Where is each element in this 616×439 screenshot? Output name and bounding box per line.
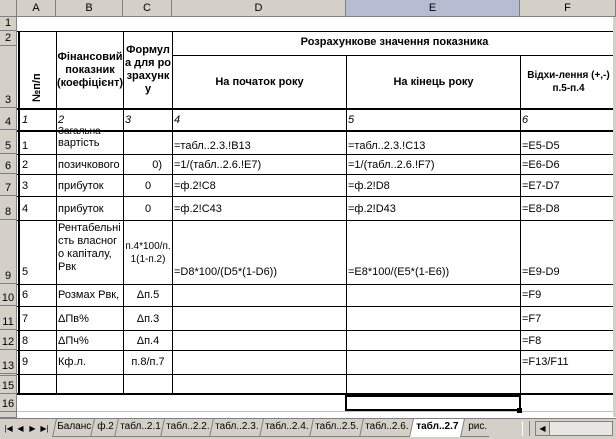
cell-d8[interactable]: =ф.2!C43 bbox=[174, 203, 222, 215]
cell-d6[interactable]: =1/(табл..2.6.!E7) bbox=[174, 159, 262, 171]
select-all-corner[interactable] bbox=[0, 0, 17, 17]
cell-a10[interactable]: 6 bbox=[22, 289, 29, 301]
cell-f6[interactable]: =E6-D6 bbox=[522, 159, 560, 171]
cell-f11[interactable]: =F7 bbox=[522, 313, 542, 325]
cell-a3[interactable] bbox=[20, 32, 56, 108]
row-header-13[interactable]: 13 bbox=[0, 350, 17, 374]
cell-b11[interactable]: ΔПв% bbox=[58, 313, 89, 325]
first-sheet-icon[interactable]: |◀ bbox=[4, 424, 13, 433]
column-header-c[interactable]: C bbox=[123, 0, 172, 17]
cell-a11[interactable]: 7 bbox=[22, 313, 29, 325]
header-indicator: Фінансовий показник (коефіцієнт) bbox=[57, 50, 123, 89]
column-header-b[interactable]: B bbox=[56, 0, 123, 17]
cell-c9[interactable]: п.4*100/п.1(1-п.2) bbox=[125, 241, 171, 265]
cell-f5[interactable]: =E5-D5 bbox=[522, 140, 560, 152]
row-header-4[interactable]: 4 bbox=[0, 108, 17, 130]
cell-c10[interactable]: Δп.5 bbox=[136, 289, 160, 301]
cell-b5[interactable]: вартість bbox=[58, 137, 100, 149]
sheet-tab-2-7[interactable]: табл..2.7 bbox=[409, 419, 465, 437]
cell-f4[interactable]: 6 bbox=[522, 114, 529, 126]
cell-c6[interactable]: 0) bbox=[152, 159, 162, 171]
sheet-tab-f2[interactable]: ф.2 bbox=[90, 419, 119, 437]
header-deviation: Відхи-лення (+,-) п.5-п.4 bbox=[527, 70, 610, 94]
row-header-12[interactable]: 12 bbox=[0, 330, 17, 350]
row-header-11[interactable]: 11 bbox=[0, 306, 17, 330]
cell-c4[interactable]: 3 bbox=[125, 114, 132, 126]
cell-d2-merged[interactable] bbox=[173, 36, 616, 54]
row-header-8[interactable]: 8 bbox=[0, 196, 17, 220]
cell-f3[interactable] bbox=[521, 56, 616, 108]
column-header-e[interactable]: E bbox=[346, 0, 520, 17]
row-header-7[interactable]: 7 bbox=[0, 174, 17, 196]
column-header-f[interactable]: F bbox=[520, 0, 616, 17]
row-header-1[interactable]: 1 bbox=[0, 17, 17, 31]
cell-f7[interactable]: =E7-D7 bbox=[522, 180, 560, 192]
cell-e4[interactable]: 5 bbox=[348, 114, 355, 126]
cell-f8[interactable]: =E8-D8 bbox=[522, 203, 560, 215]
row-header-16[interactable]: 16 bbox=[0, 394, 17, 412]
row-header-15[interactable]: 15 bbox=[0, 376, 17, 394]
row-header-9[interactable]: 9 bbox=[0, 220, 17, 284]
last-sheet-icon[interactable]: ▶| bbox=[40, 424, 49, 433]
row-header-2[interactable]: 2 bbox=[0, 31, 17, 46]
cell-a6[interactable]: 2 bbox=[22, 159, 29, 171]
column-header-a[interactable]: A bbox=[17, 0, 56, 17]
header-end-of-year: На кінець року bbox=[393, 75, 474, 88]
cell-f9[interactable]: =E9-D9 bbox=[522, 266, 560, 278]
fill-handle[interactable] bbox=[517, 408, 522, 413]
prev-sheet-icon[interactable]: ◀ bbox=[17, 424, 24, 433]
sheet-tab-ris[interactable]: рис. bbox=[460, 419, 493, 437]
cell-e9[interactable]: =E8*100/(E5*(1-E6)) bbox=[348, 266, 450, 278]
row-header-6[interactable]: 6 bbox=[0, 154, 17, 174]
sheet-tab-2-5[interactable]: табл..2.5. bbox=[309, 419, 364, 437]
sheet-tab-balance[interactable]: Баланс bbox=[52, 419, 95, 437]
cell-b8[interactable]: прибуток bbox=[58, 203, 104, 215]
cell-e6[interactable]: =1/(табл..2.6.!F7) bbox=[348, 159, 435, 171]
cell-b6[interactable]: позичкового bbox=[58, 159, 120, 171]
cell-c15[interactable]: п.8/п.7 bbox=[131, 356, 165, 368]
next-sheet-icon[interactable]: ▶ bbox=[29, 424, 36, 433]
cell-a7[interactable]: 3 bbox=[22, 180, 29, 192]
sheet-tab-bar bbox=[0, 418, 616, 439]
cell-f15[interactable]: =F13/F11 bbox=[522, 356, 569, 368]
cell-c3[interactable] bbox=[124, 32, 172, 108]
tab-split-handle[interactable] bbox=[522, 421, 530, 436]
cell-b7[interactable]: прибуток bbox=[58, 180, 104, 192]
cell-a9[interactable]: 5 bbox=[22, 266, 29, 278]
cell-b3[interactable] bbox=[57, 32, 123, 108]
cell-a4[interactable]: 1 bbox=[22, 114, 29, 126]
cell-a5[interactable]: 1 bbox=[22, 140, 29, 152]
cell-d9[interactable]: =D8*100/(D5*(1-D6)) bbox=[174, 266, 278, 278]
sheet-tab-2-1[interactable]: табл..2.1 bbox=[114, 419, 165, 437]
cell-e5[interactable]: =табл..2.3.!C13 bbox=[348, 140, 426, 152]
header-calculated-value: Розрахункове значення показника bbox=[300, 36, 489, 48]
cell-c8[interactable]: 0 bbox=[144, 203, 152, 215]
cell-b12[interactable]: ΔПч% bbox=[58, 335, 89, 347]
cell-b4[interactable]: 2 bbox=[58, 114, 65, 126]
header-start-of-year: На початок року bbox=[215, 75, 304, 88]
column-header-d[interactable]: D bbox=[172, 0, 346, 17]
cell-e8[interactable]: =ф.2!D43 bbox=[348, 203, 396, 215]
cell-d3[interactable] bbox=[173, 56, 346, 108]
row-header-3[interactable]: 3 bbox=[0, 46, 17, 108]
cell-e7[interactable]: =ф.2!D8 bbox=[348, 180, 390, 192]
cell-b5-top: Загальна bbox=[58, 127, 101, 137]
row-header-5[interactable]: 5 bbox=[0, 130, 17, 154]
selected-cell-e17[interactable] bbox=[345, 395, 521, 411]
cell-d4[interactable]: 4 bbox=[174, 114, 181, 126]
cell-b10[interactable]: Розмах Рвк, bbox=[58, 289, 120, 301]
sheet-tab-2-3[interactable]: табл..2.3. bbox=[209, 419, 264, 437]
header-formula: Формула для розрахунку bbox=[124, 44, 172, 95]
cell-a8[interactable]: 4 bbox=[22, 203, 29, 215]
cell-c7[interactable]: 0 bbox=[144, 180, 152, 192]
cell-f12[interactable]: =F8 bbox=[522, 335, 542, 347]
cell-b15[interactable]: Кф.л. bbox=[58, 356, 86, 368]
cell-d7[interactable]: =ф.2!C8 bbox=[174, 180, 216, 192]
cell-b9[interactable]: Рентабельність власного капіталу, Рвк bbox=[58, 222, 121, 273]
row-header-10[interactable]: 10 bbox=[0, 284, 17, 306]
cell-a15[interactable]: 9 bbox=[22, 356, 29, 368]
cell-a12[interactable]: 8 bbox=[22, 335, 29, 347]
scroll-left-icon[interactable]: ◀ bbox=[536, 422, 550, 435]
header-number: №п/п bbox=[31, 73, 43, 102]
cell-c11[interactable]: Δп.3 bbox=[136, 313, 160, 325]
sheet-tab-2-2[interactable]: табл..2.2. bbox=[160, 419, 214, 437]
horizontal-scrollbar[interactable] bbox=[535, 421, 613, 436]
sheet-tab-2-4[interactable]: табл..2.4. bbox=[259, 419, 314, 437]
cell-d5[interactable]: =табл..2.3.!B13 bbox=[174, 140, 251, 152]
cell-c12[interactable]: Δп.4 bbox=[136, 335, 160, 347]
cell-e3[interactable] bbox=[347, 56, 520, 108]
sheet-tab-2-6[interactable]: табл..2.6. bbox=[359, 419, 414, 437]
cell-f10[interactable]: =F9 bbox=[522, 289, 542, 301]
